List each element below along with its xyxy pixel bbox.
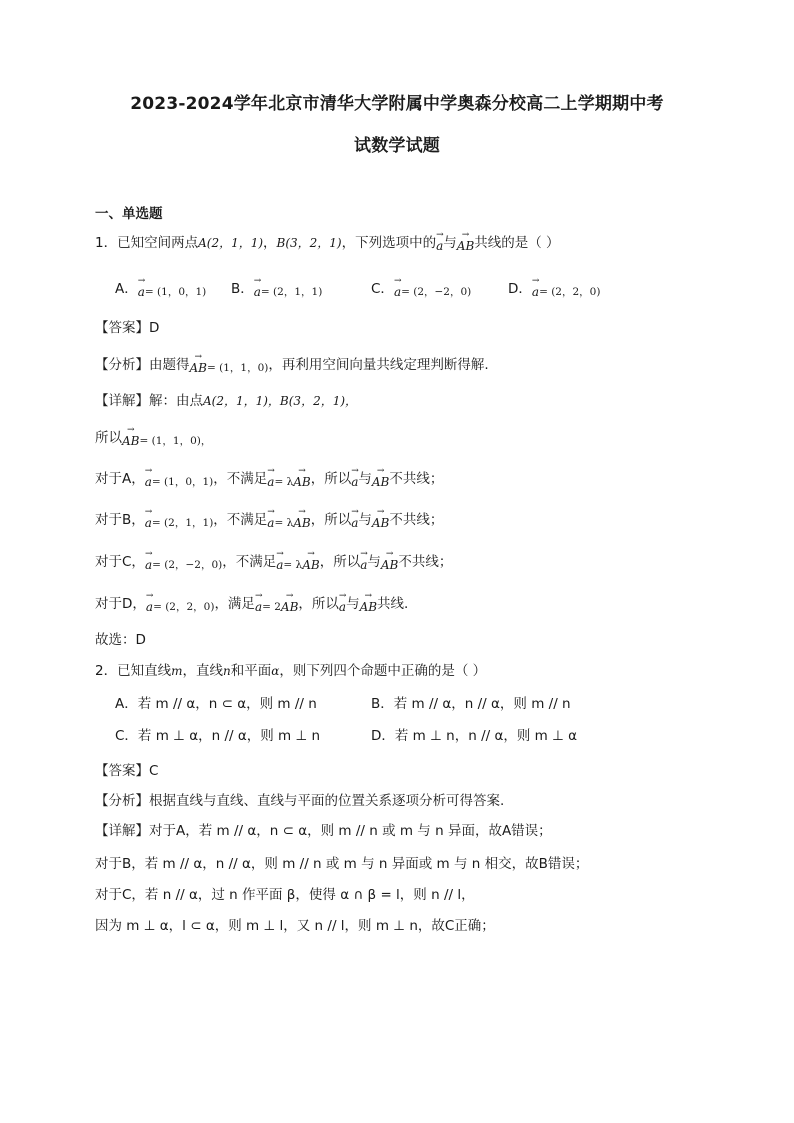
- section-heading: 一、单选题: [95, 206, 163, 222]
- q2-detail-c1: 对于C，若 n // α，过 n 作平面 β，使得 α ∩ β = l，则 n // l，: [95, 887, 475, 903]
- q2-detail-c2: 因为 m ⊥ α，l ⊂ α，则 m ⊥ l，又 n // l，则 m ⊥ n，故C正确；: [95, 918, 495, 934]
- q1-answer: 【答案】D: [95, 320, 160, 336]
- q1-option-d: D． → a= (2，2，0): [508, 276, 601, 299]
- q2-analysis: 【分析】根据直线与直线、直线与平面的位置关系逐项分析可得答案.: [95, 793, 505, 809]
- q2-detail-a: 【详解】对于A，若 m // α，n ⊂ α，则 m // n 或 m 与 n 异面，故A错误；: [95, 823, 552, 839]
- document-title-line1: 2023-2024学年北京市清华大学附属中学奥森分校高二上学期期中考: [130, 94, 664, 114]
- vector-ab-symbol: → AB: [456, 230, 475, 253]
- document-title-line2: 试数学试题: [354, 136, 440, 156]
- q1-detail-a: 对于A， → a= (1，0，1)，不满足 → a= λ → AB，所以 → a与 → AB不共线；: [95, 466, 444, 489]
- q1-detail-b: 对于B， → a= (2，1，1)，不满足 → a= λ → AB，所以 → a与 → AB不共线；: [95, 507, 444, 530]
- q1-detail-d: 对于D， → a= (2，2，0)，满足 → a= 2 → AB，所以 → a与 → AB共线.: [95, 591, 409, 614]
- q1-option-c: C． → a= (2，−2，0): [371, 276, 472, 299]
- q1-option-b: B． → a= (2，1，1): [231, 276, 323, 299]
- q1-detail: 【详解】解：由点A(2，1，1)，B(3，2，1)，: [95, 393, 358, 409]
- q1-conclusion: 故选：D: [95, 632, 146, 648]
- q2-option-b: B．若 m // α，n // α，则 m // n: [371, 696, 571, 712]
- q2-option-c: C．若 m ⊥ α，n // α，则 m ⊥ n: [115, 728, 321, 744]
- q1-detail-so: 所以 → AB= (1，1，0)，: [95, 425, 212, 448]
- q1-detail-c: 对于C， → a= (2，−2，0)，不满足 → a= λ → AB，所以 → a与 → AB不共线；: [95, 549, 453, 572]
- vector-a-symbol: → a: [436, 230, 444, 253]
- q1-option-a: A． → a= (1，0，1): [115, 276, 207, 299]
- q2-stem: 2．已知直线m，直线n和平面α，则下列四个命题中正确的是（ ）: [95, 663, 487, 679]
- q2-answer: 【答案】C: [95, 763, 159, 779]
- q1-analysis: 【分析】由题得 → AB= (1，1，0)，再利用空间向量共线定理判断得解.: [95, 352, 489, 375]
- q2-option-a: A．若 m // α，n ⊂ α，则 m // n: [115, 696, 317, 712]
- q2-option-d: D．若 m ⊥ n，n // α，则 m ⊥ α: [371, 728, 578, 744]
- q1-stem: 1．已知空间两点A(2，1，1)，B(3，2，1)，下列选项中的 → a与 → AB共线的是（ ）: [95, 230, 560, 253]
- q2-detail-b: 对于B，若 m // α，n // α，则 m // n 或 m 与 n 异面或 m 与 n 相交，故B错误；: [95, 856, 589, 872]
